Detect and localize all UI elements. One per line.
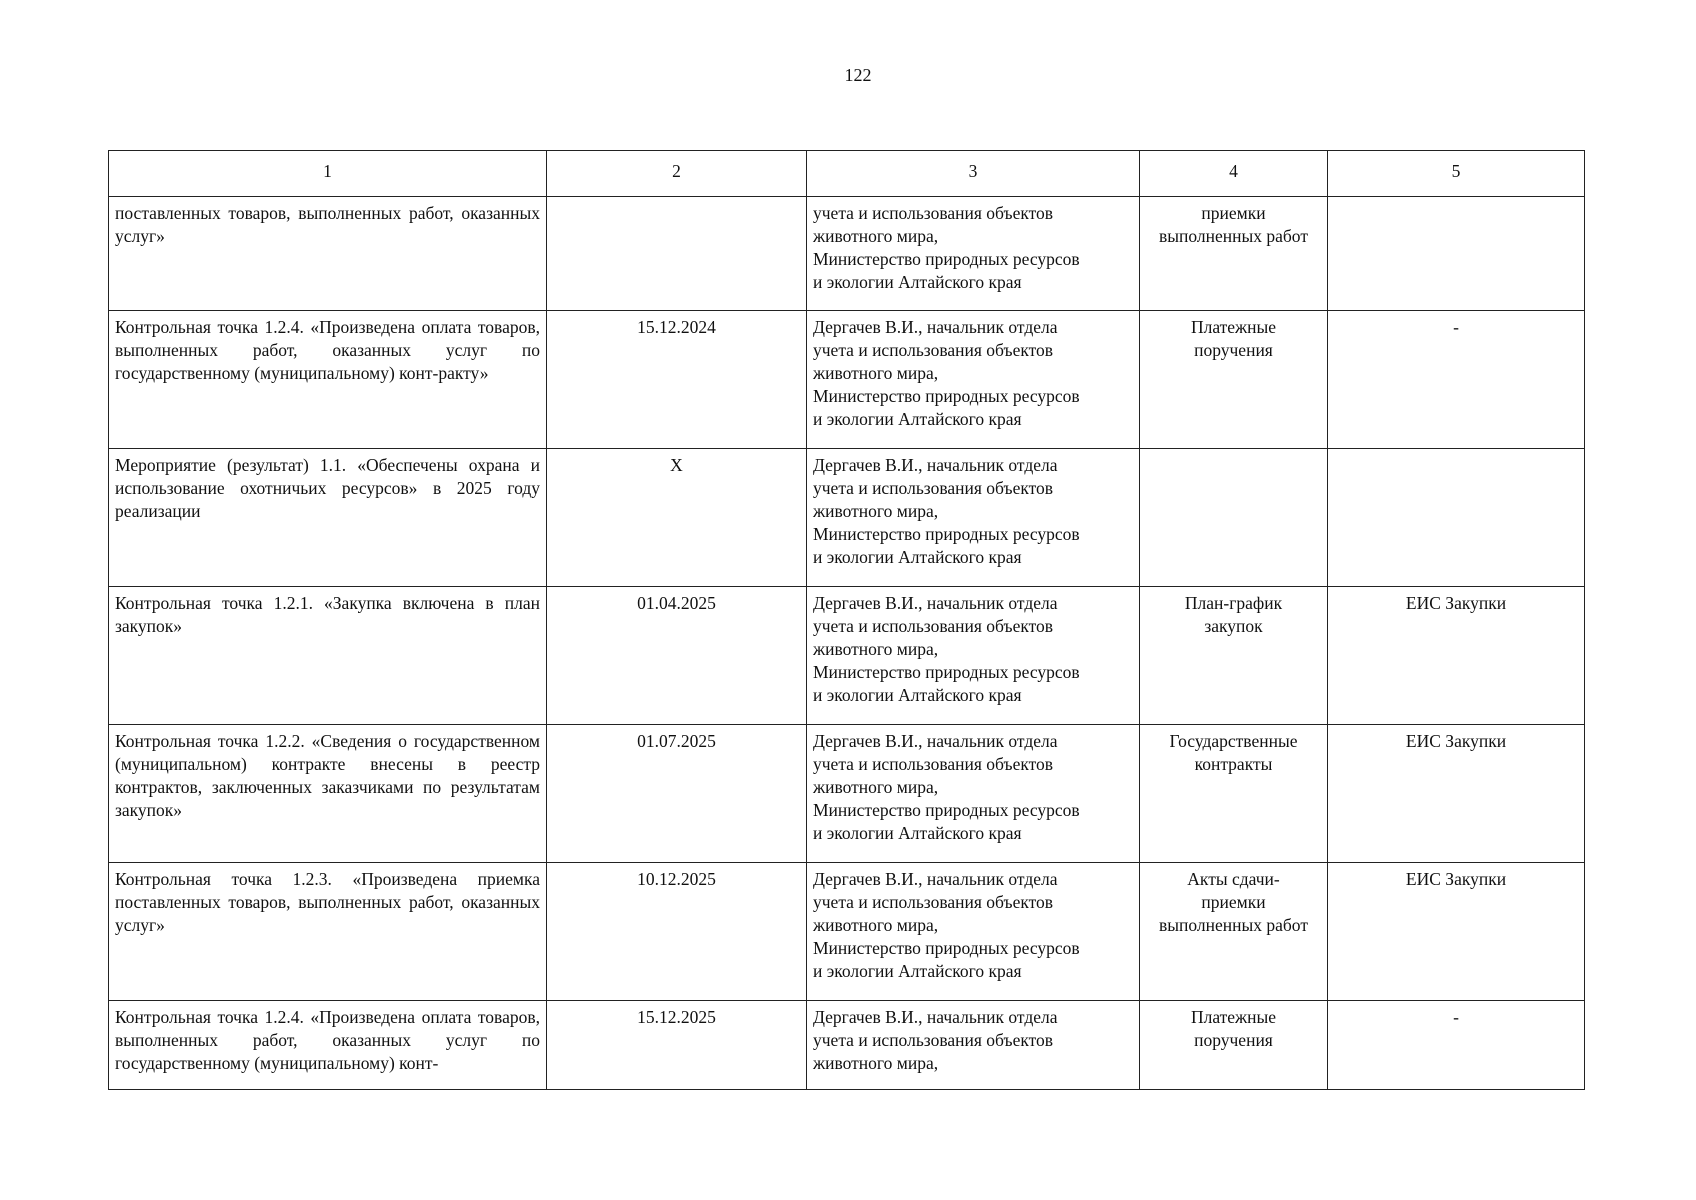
cell-document: Государственные контракты (1140, 725, 1328, 863)
cell-document: Акты сдачи- приемки выполненных работ (1140, 863, 1328, 1001)
cell-system: - (1328, 311, 1585, 449)
cell-date (547, 197, 807, 311)
table-row (109, 197, 1585, 311)
table-row (109, 449, 1585, 587)
cell-event: Контрольная точка 1.2.1. «Закупка включена в план закупок» (109, 587, 547, 725)
table-row (109, 587, 1585, 725)
header-row (109, 151, 1585, 197)
cell-date: 01.04.2025 (547, 587, 807, 725)
cell-responsible: Дергачев В.И., начальник отдела учета и использования объектов животного мира, Министерство природных ресурсов и экологии Алтайского края (807, 863, 1140, 1001)
column-header-4: 4 (1140, 151, 1328, 197)
cell-document: План-график закупок (1140, 587, 1328, 725)
column-header-2: 2 (547, 151, 807, 197)
cell-event: Мероприятие (результат) 1.1. «Обеспечены охрана и использование охотничьих ресурсов» в 2025 году реализации (109, 449, 547, 587)
cell-date: 15.12.2024 (547, 311, 807, 449)
cell-system: ЕИС Закупки (1328, 863, 1585, 1001)
cell-system: ЕИС Закупки (1328, 587, 1585, 725)
column-header-3: 3 (807, 151, 1140, 197)
cell-responsible: Дергачев В.И., начальник отдела учета и использования объектов животного мира, (807, 1001, 1140, 1090)
table-row (109, 311, 1585, 449)
cell-event: Контрольная точка 1.2.4. «Произведена оплата товаров, выполненных работ, оказанных услуг по государственному (муниципальному) конт- (109, 1001, 547, 1090)
column-header-5: 5 (1328, 151, 1585, 197)
cell-event: Контрольная точка 1.2.3. «Произведена приемка поставленных товаров, выполненных работ, оказанных услуг» (109, 863, 547, 1001)
cell-document: Платежные поручения (1140, 1001, 1328, 1090)
column-header-1: 1 (109, 151, 547, 197)
cell-system: - (1328, 1001, 1585, 1090)
cell-event: Контрольная точка 1.2.2. «Сведения о государственном (муниципальном) контракте внесены в реестр контрактов, заключенных заказчиками по результатам закупок» (109, 725, 547, 863)
cell-document: Платежные поручения (1140, 311, 1328, 449)
page-number: 122 (844, 65, 872, 85)
cell-system (1328, 197, 1585, 311)
cell-date: Х (547, 449, 807, 587)
table-header (109, 151, 1585, 197)
cell-responsible: Дергачев В.И., начальник отдела учета и использования объектов животного мира, Министерство природных ресурсов и экологии Алтайского края (807, 311, 1140, 449)
cell-date: 01.07.2025 (547, 725, 807, 863)
cell-date: 15.12.2025 (547, 1001, 807, 1090)
cell-responsible: учета и использования объектов животного мира, Министерство природных ресурсов и экологии Алтайского края (807, 197, 1140, 311)
table-row (109, 863, 1585, 1001)
table-row (109, 1001, 1585, 1090)
cell-system (1328, 449, 1585, 587)
cell-responsible: Дергачев В.И., начальник отдела учета и использования объектов животного мира, Министерство природных ресурсов и экологии Алтайского края (807, 449, 1140, 587)
cell-responsible: Дергачев В.И., начальник отдела учета и использования объектов животного мира, Министерство природных ресурсов и экологии Алтайского края (807, 587, 1140, 725)
cell-event: Контрольная точка 1.2.4. «Произведена оплата товаров, выполненных работ, оказанных услуг по государственному (муниципальному) конт-ракту» (109, 311, 547, 449)
cell-date: 10.12.2025 (547, 863, 807, 1001)
cell-document (1140, 449, 1328, 587)
cell-system: ЕИС Закупки (1328, 725, 1585, 863)
cell-event: поставленных товаров, выполненных работ, оказанных услуг» (109, 197, 547, 311)
table-body (109, 197, 1585, 1090)
cell-responsible: Дергачев В.И., начальник отдела учета и использования объектов животного мира, Министерство природных ресурсов и экологии Алтайского края (807, 725, 1140, 863)
table-row (109, 725, 1585, 863)
cell-document: приемки выполненных работ (1140, 197, 1328, 311)
document-table (108, 150, 1585, 1090)
